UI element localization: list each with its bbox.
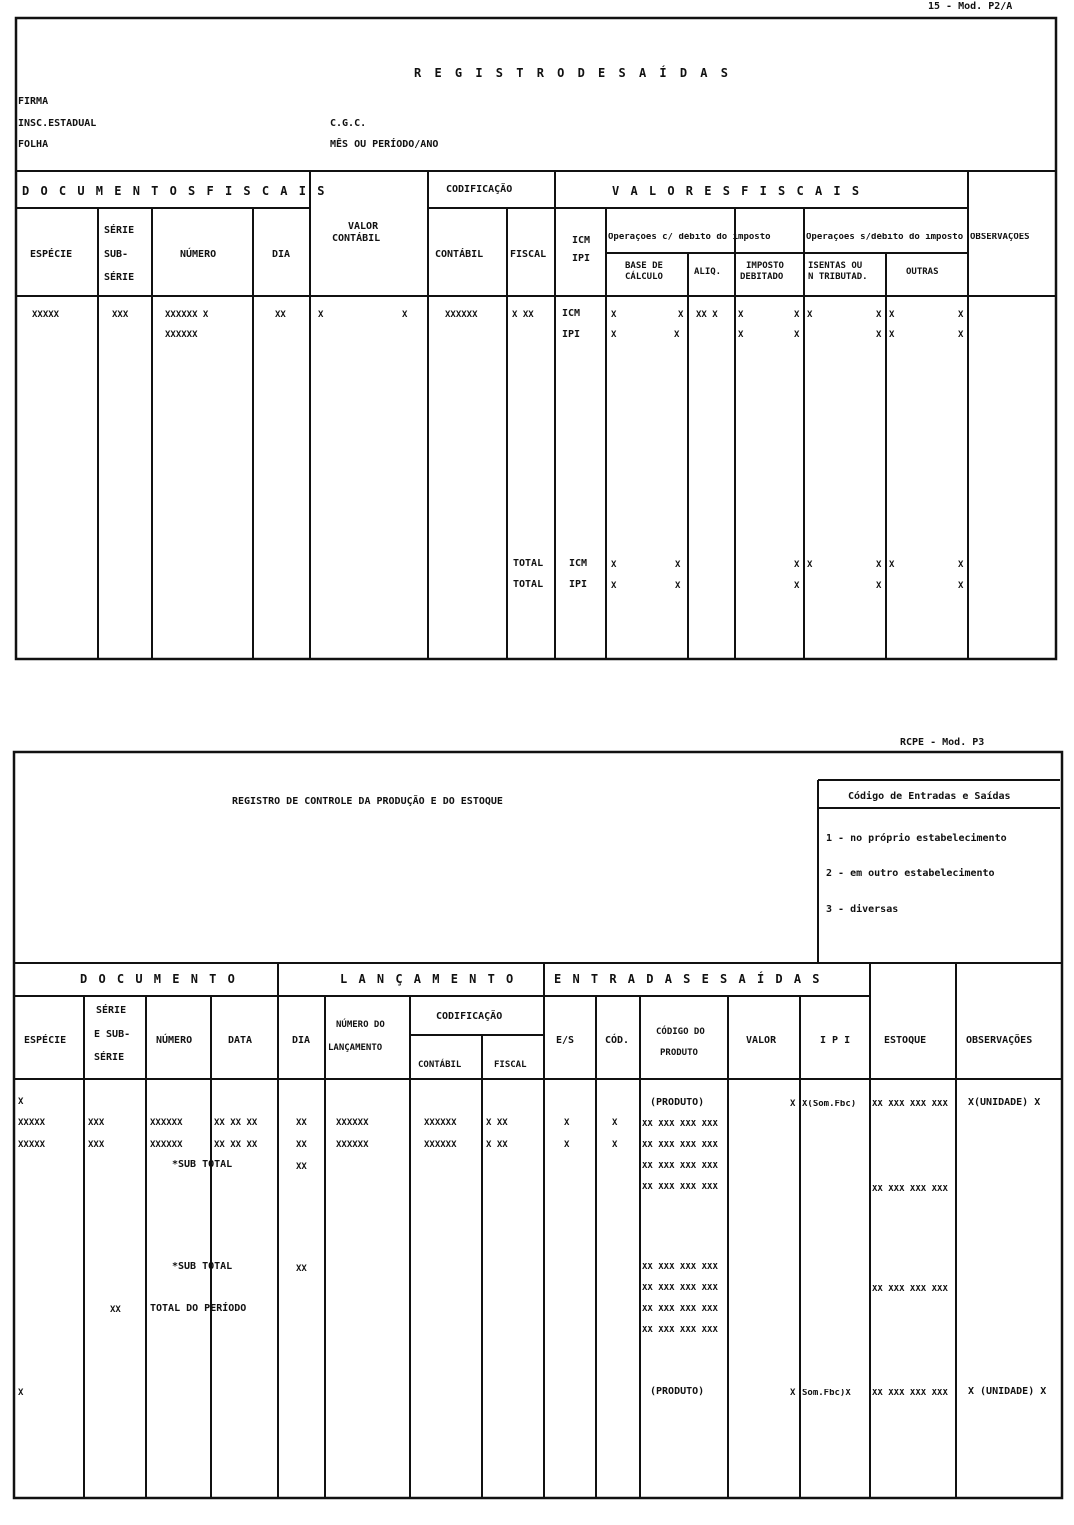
cell-especie-2: XXXXX [18, 1140, 46, 1150]
cell-ipi-aliq-2: Som.Fbc)X [802, 1389, 851, 1398]
row-x: X [794, 330, 800, 340]
cell-valor-x: X [790, 1099, 796, 1109]
sem-debito-header: Operações s/débito do imposto [806, 233, 964, 242]
cell-especie-x: X [18, 1097, 24, 1107]
col-numero-lancamento-2: LANÇAMENTO [328, 1043, 383, 1053]
col-fiscal-bottom: FISCAL [494, 1060, 527, 1070]
cell-codigo-7: XX XXX XXX XXX [642, 1305, 718, 1314]
legend-item-2: 2 - em outro estabelecimento [826, 868, 995, 879]
col-aliq: ALIQ. [694, 267, 722, 277]
total-x: X [958, 581, 964, 591]
top-form-title: R E G I S T R O D E S A Í D A S [414, 66, 731, 80]
cell-numero-2: XXXXXX [150, 1140, 183, 1150]
col-serie-2: SUB- [104, 249, 129, 260]
row-contabil: XXXXXX [445, 310, 478, 320]
total-x: X [958, 560, 964, 570]
subtotal-2: *SUB TOTAL [172, 1261, 233, 1272]
total-icm-label: TOTAL [513, 558, 544, 569]
cell-codigo-3: XX XXX XXX XXX [642, 1162, 718, 1171]
documentos-fiscais-header: D O C U M E N T O S F I S C A I S [22, 184, 327, 198]
insc-estadual-label: INSC.ESTADUAL [18, 118, 97, 129]
total-periodo-xx: XX [110, 1305, 121, 1315]
valores-fiscais-header: V A L O R E S F I S C A I S [612, 184, 862, 198]
cell-dia-1: XX [296, 1118, 307, 1128]
col-contabil-bottom: CONTÁBIL [418, 1060, 462, 1070]
firma-label: FIRMA [18, 96, 49, 107]
col-base-calculo-1: BASE DE [625, 261, 663, 271]
col-imposto-debitado-2: DEBITADO [740, 272, 784, 282]
total-x: X [611, 560, 617, 570]
row-x: X [958, 310, 964, 320]
subtotal-1: *SUB TOTAL [172, 1159, 233, 1170]
cell-dia-2: XX [296, 1140, 307, 1150]
legend-item-3: 3 - diversas [826, 904, 899, 915]
cgc-label: C.G.C. [330, 118, 367, 129]
col-ipi-bottom: I P I [820, 1035, 851, 1046]
total-periodo: TOTAL DO PERÍODO [150, 1303, 247, 1314]
total-ipi: IPI [569, 579, 588, 590]
observacoes-header: OBSERVAÇÕES [970, 233, 1030, 242]
row-fiscal: X XX [512, 310, 534, 320]
row-valor-left: X [318, 310, 324, 320]
row-x: X [807, 310, 813, 320]
col-es: E/S [556, 1035, 575, 1046]
row-x: X [889, 310, 895, 320]
documento-header: D O C U M E N T O [80, 972, 237, 986]
row-x: X [876, 310, 882, 320]
row-x: X [876, 330, 882, 340]
col-estoque: ESTOQUE [884, 1035, 927, 1046]
cell-codigo-6: XX XXX XXX XXX [642, 1284, 718, 1293]
col-cod: CÓD. [605, 1035, 630, 1046]
cell-estoque-4: XX XXX XXX XXX [872, 1389, 948, 1398]
total-x: X [675, 560, 681, 570]
row-icm: ICM [562, 308, 581, 319]
com-debito-header: Operações c/ débito do imposto [608, 233, 771, 242]
cell-numero-1: XXXXXX [150, 1118, 183, 1128]
cell-fiscal-1: X XX [486, 1118, 508, 1128]
cell-contabil-2: XXXXXX [424, 1140, 457, 1150]
row-especie: XXXXX [32, 310, 60, 320]
col-serie-1: SÉRIE [104, 225, 135, 236]
col-ipi: IPI [572, 253, 591, 264]
cell-unidade-2: X (UNIDADE) X [968, 1386, 1047, 1397]
cell-codigo-8: XX XXX XXX XXX [642, 1326, 718, 1335]
cell-codigo-1: XX XXX XXX XXX [642, 1120, 718, 1129]
total-x: X [794, 560, 800, 570]
col-base-calculo-2: CÁLCULO [625, 272, 663, 282]
cell-contabil-1: XXXXXX [424, 1118, 457, 1128]
cell-ipi-aliq-1: X(Som.Fbc) [802, 1100, 857, 1109]
cell-data-1: XX XX XX [214, 1118, 258, 1128]
cell-produto-1: (PRODUTO) [650, 1097, 705, 1108]
row-x: X [738, 330, 744, 340]
col-serie-bottom-2: E SUB- [94, 1029, 131, 1040]
cell-dia-3: XX [296, 1162, 307, 1172]
cell-estoque-3: XX XXX XXX XXX [872, 1285, 948, 1294]
cell-estoque-2: XX XXX XXX XXX [872, 1185, 948, 1194]
col-numero-bottom: NÚMERO [156, 1035, 193, 1046]
col-dia-bottom: DIA [292, 1035, 311, 1046]
col-isentas-2: N TRIBUTAD. [808, 272, 868, 282]
row-x: X [678, 310, 684, 320]
row-x: X [611, 310, 617, 320]
row-x: X [738, 310, 744, 320]
cell-produto-2: (PRODUTO) [650, 1386, 705, 1397]
col-icm: ICM [572, 235, 591, 246]
row-dia: XX [275, 310, 286, 320]
valor-contabil-header-1: VALOR [348, 221, 379, 232]
total-x: X [876, 581, 882, 591]
cell-codigo-5: XX XXX XXX XXX [642, 1263, 718, 1272]
row-x: X [958, 330, 964, 340]
total-ipi-label: TOTAL [513, 579, 544, 590]
row-valor-right: X [402, 310, 408, 320]
col-codigo-produto-1: CÓDIGO DO [656, 1027, 705, 1037]
total-x: X [675, 581, 681, 591]
legend-title: Código de Entradas e Saídas [848, 791, 1011, 802]
cell-estoque-1: XX XXX XXX XXX [872, 1100, 948, 1109]
col-serie-bottom-3: SÉRIE [94, 1052, 125, 1063]
row-aliq: XX X [696, 310, 718, 320]
row-ipi: IPI [562, 329, 581, 340]
bottom-form-code: RCPE - Mod. P3 [900, 737, 985, 748]
col-data-bottom: DATA [228, 1035, 253, 1046]
cell-codigo-4: XX XXX XXX XXX [642, 1183, 718, 1192]
row-x: X [794, 310, 800, 320]
col-numero: NÚMERO [180, 249, 217, 260]
cell-especie-1: XXXXX [18, 1118, 46, 1128]
total-icm: ICM [569, 558, 588, 569]
cell-dia-4: XX [296, 1264, 307, 1274]
total-x: X [889, 560, 895, 570]
total-x: X [611, 581, 617, 591]
cell-fiscal-2: X XX [486, 1140, 508, 1150]
cell-especie-x-2: X [18, 1388, 24, 1398]
top-form-code: 15 - Mod. P2/A [928, 1, 1013, 12]
row-x: X [611, 330, 617, 340]
mes-periodo-label: MÊS OU PERÍODO/ANO [330, 139, 439, 150]
row-numero-2: XXXXXX [165, 330, 198, 340]
cell-serie-1: XXX [88, 1118, 105, 1128]
total-x: X [807, 560, 813, 570]
cell-serie-2: XXX [88, 1140, 105, 1150]
cell-lancamento-1: XXXXXX [336, 1118, 369, 1128]
col-contabil: CONTÁBIL [435, 249, 484, 260]
col-isentas-1: ISENTAS OU [808, 261, 863, 271]
col-imposto-debitado-1: IMPOSTO [746, 261, 784, 271]
col-outras: OUTRAS [906, 267, 939, 277]
entradas-saidas-header: E N T R A D A S E S A Í D A S [554, 972, 822, 986]
cell-unidade-1: X(UNIDADE) X [968, 1097, 1041, 1108]
cell-cod-2: X [612, 1140, 618, 1150]
col-fiscal: FISCAL [510, 249, 547, 260]
row-numero-1: XXXXXX X [165, 310, 209, 320]
codificacao-header-bottom: CODIFICAÇÃO [436, 1011, 503, 1022]
cell-data-2: XX XX XX [214, 1140, 258, 1150]
col-especie-bottom: ESPÉCIE [24, 1035, 67, 1046]
lancamento-header: L A N Ç A M E N T O [340, 972, 516, 986]
row-x: X [674, 330, 680, 340]
col-codigo-produto-2: PRODUTO [660, 1048, 698, 1058]
cell-valor-x: X [790, 1388, 796, 1398]
bottom-form-title: REGISTRO DE CONTROLE DA PRODUÇÃO E DO ESTOQUE [232, 796, 503, 807]
col-observacoes-bottom: OBSERVAÇÕES [966, 1035, 1033, 1046]
codificacao-header: CODIFICAÇÃO [446, 184, 513, 195]
valor-contabil-header-2: CONTÁBIL [332, 233, 381, 244]
total-x: X [794, 581, 800, 591]
folha-label: FOLHA [18, 139, 49, 150]
col-numero-lancamento-1: NÚMERO DO [336, 1020, 385, 1030]
legend-item-1: 1 - no próprio estabelecimento [826, 833, 1007, 844]
col-serie-3: SÉRIE [104, 272, 135, 283]
cell-es-2: X [564, 1140, 570, 1150]
cell-cod-1: X [612, 1118, 618, 1128]
total-x: X [876, 560, 882, 570]
col-valor: VALOR [746, 1035, 777, 1046]
cell-codigo-2: XX XXX XXX XXX [642, 1141, 718, 1150]
col-especie: ESPÉCIE [30, 249, 73, 260]
cell-es-1: X [564, 1118, 570, 1128]
col-serie-bottom-1: SÉRIE [96, 1005, 127, 1016]
row-x: X [889, 330, 895, 340]
cell-lancamento-2: XXXXXX [336, 1140, 369, 1150]
col-dia: DIA [272, 249, 291, 260]
row-serie: XXX [112, 310, 129, 320]
